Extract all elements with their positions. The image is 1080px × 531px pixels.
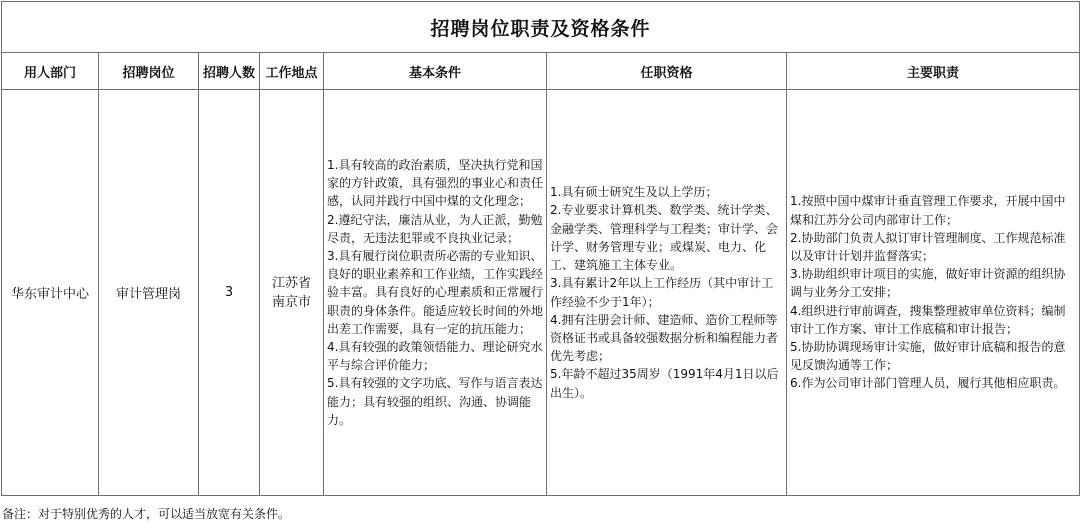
cell-department: 华东审计中心 (2, 90, 99, 496)
basic-condition-item: 1.具有较高的政治素质，坚决执行党和国家的方针政策，具有强烈的事业心和责任感，认同并践行中国中煤的文化理念； (327, 157, 544, 209)
duty-item: 3.协助组织审计项目的实施，做好审计资源的组织协调与业务分工安排； (790, 267, 1066, 300)
header-duties: 主要职责 (787, 53, 1080, 90)
duty-item: 1.按照中国中煤审计垂直管理工作要求，开展中国中煤和江苏分公司内部审计工作； (790, 194, 1066, 227)
duty-item: 2.协助部门负责人拟订审计管理制度、工作规范标准以及审计计划并监督落实； (790, 230, 1066, 263)
basic-condition-item: 5.具有较强的文字功底、写作与语言表达能力；具有较强的组织、沟通、协调能力。 (327, 376, 543, 427)
duty-item: 5.协助协调现场审计实施，做好审计底稿和报告的意见反馈沟通等工作； (790, 340, 1066, 373)
recruitment-table (1, 1, 1080, 496)
cell-headcount: 3 (199, 90, 260, 496)
header-qualifications: 任职资格 (547, 53, 787, 90)
qualification-item: 5.年龄不超过35周岁（1991年4月1日以后出生）。 (550, 367, 779, 400)
qualification-item: 1.具有硕士研究生及以上学历； (550, 185, 718, 200)
header-basic-conditions: 基本条件 (324, 53, 547, 90)
table-title: 招聘岗位职责及资格条件 (2, 2, 1080, 53)
cell-basic-conditions (324, 90, 547, 496)
basic-condition-item: 3.具有履行岗位职责所必需的专业知识、良好的职业素养和工作业绩，工作实践经验丰富。具有良好的心理素质和正常履行职责的身体条件。能适应较长时间的外地出差工作需要，具有一定的抗压能力； (327, 248, 544, 336)
cell-qualifications (547, 90, 787, 496)
table-row (2, 90, 1080, 496)
header-row (2, 53, 1080, 90)
header-headcount: 招聘人数 (199, 53, 260, 90)
header-location: 工作地点 (260, 53, 324, 90)
cell-duties (787, 90, 1080, 496)
qualification-item: 3.具有累计2年以上工作经历（其中审计工作经验不少于1年）； (550, 276, 774, 309)
qualification-item: 2.专业要求计算机类、数学类、统计学类、金融学类、管理科学与工程类；审计学、会计学、财务管理专业；或煤炭、电力、化工、建筑施工主体专业。 (550, 203, 779, 273)
header-position: 招聘岗位 (99, 53, 199, 90)
qualification-item: 4.拥有注册会计师、建造师、造价工程师等资格证书或具备较强数据分析和编程能力者优先考虑； (550, 312, 779, 364)
cell-position: 审计管理岗 (99, 90, 199, 496)
cell-location: 江苏省南京市 (260, 90, 324, 496)
header-department: 用人部门 (2, 53, 99, 90)
footnote: 备注：对于特别优秀的人才，可以适当放宽有关条件。 (2, 507, 291, 521)
duty-item: 6.作为公司审计部门管理人员，履行其他相应职责。 (790, 376, 1066, 391)
duty-item: 4.组织进行审前调查，搜集整理被审单位资料；编制审计工作方案、审计工作底稿和审计报告； (790, 303, 1066, 336)
basic-condition-item: 4.具有较强的政策领悟能力、理论研究水平与综合评价能力； (327, 340, 543, 373)
basic-condition-item: 2.遵纪守法，廉洁从业，为人正派，勤勉尽责，无违法犯罪或不良执业记录； (327, 212, 543, 245)
